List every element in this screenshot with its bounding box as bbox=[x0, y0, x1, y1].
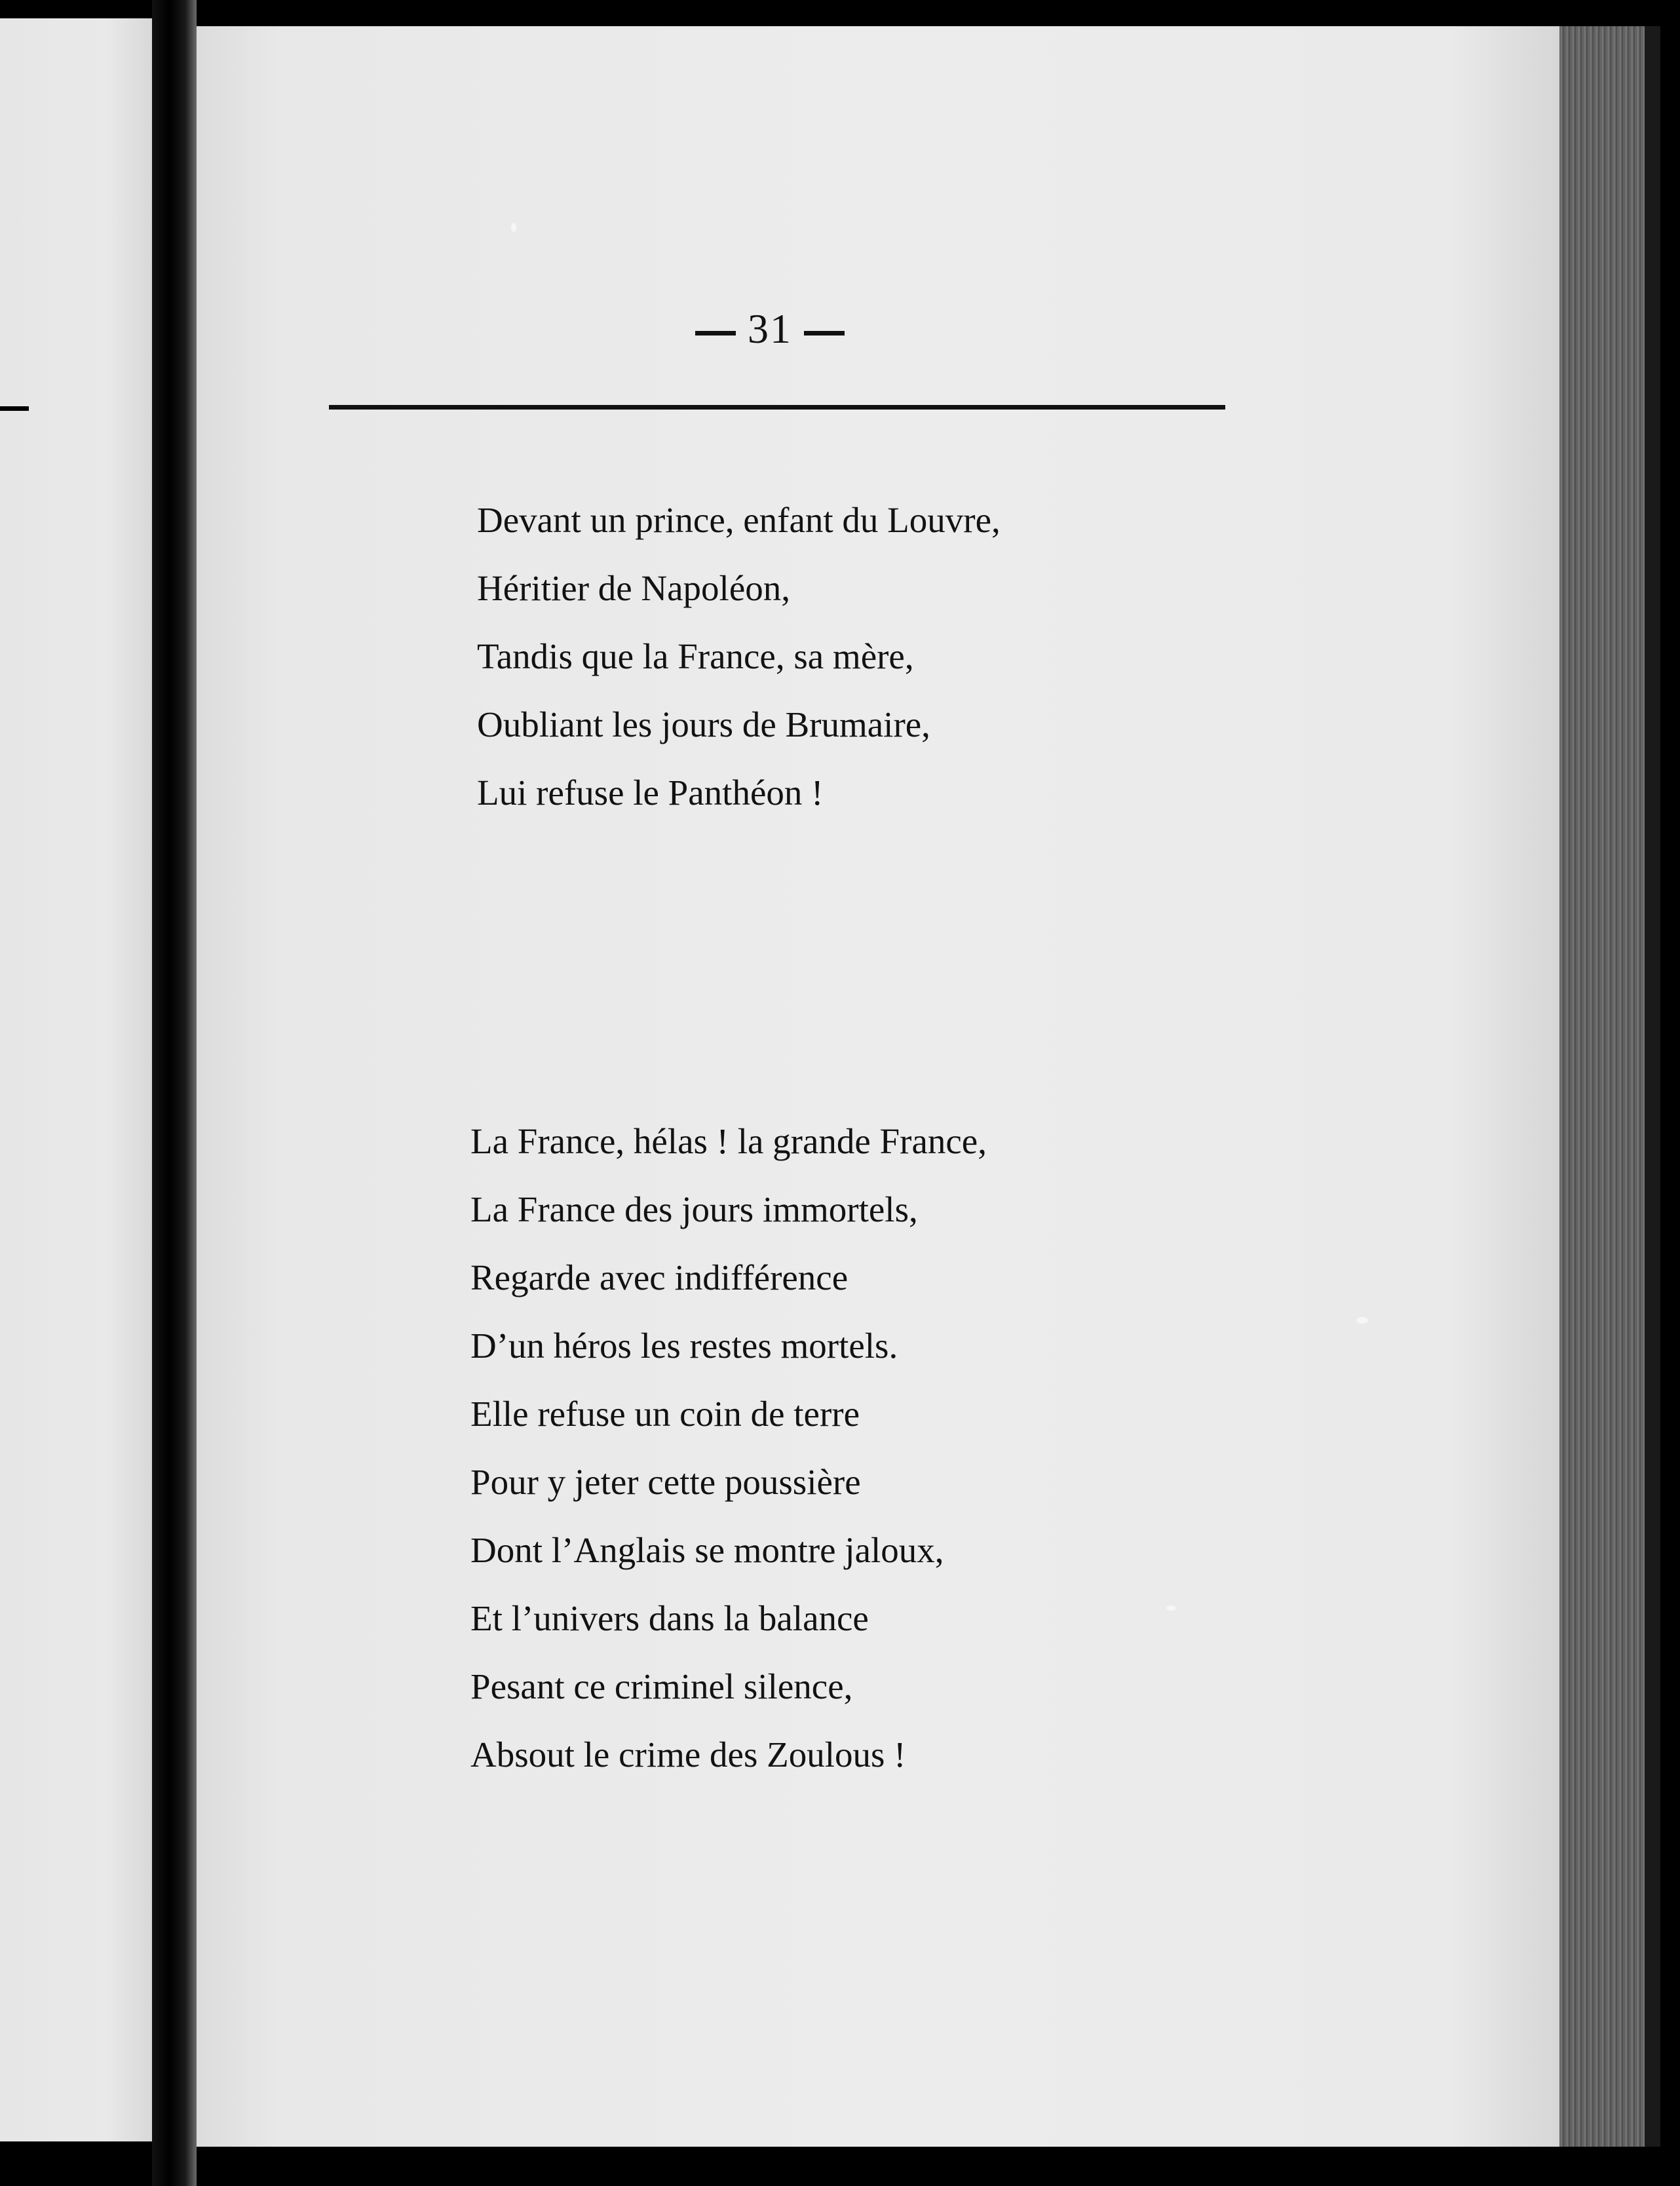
scan-speck bbox=[511, 223, 516, 232]
verse-line: Elle refuse un coin de terre bbox=[470, 1394, 860, 1434]
previous-page-rule bbox=[0, 406, 29, 411]
verse-line: Lui refuse le Panthéon ! bbox=[477, 773, 824, 813]
page-number-dash-right bbox=[804, 331, 845, 336]
verse-line: Et l’univers dans la balance bbox=[470, 1598, 869, 1638]
verse-line: D’un héros les restes mortels. bbox=[470, 1326, 898, 1366]
verse-line: Tandis que la France, sa mère, bbox=[477, 636, 914, 676]
page-edges bbox=[1559, 26, 1658, 2147]
stanza bbox=[470, 1107, 987, 1789]
previous-page-edge bbox=[0, 18, 152, 2141]
verse-line: Regarde avec indifférence bbox=[470, 1257, 849, 1297]
header-rule bbox=[329, 405, 1225, 410]
verse-line: Oubliant les jours de Brumaire, bbox=[477, 704, 930, 744]
page-edges-shadow bbox=[1645, 26, 1660, 2147]
verse-line: Héritier de Napoléon, bbox=[477, 568, 791, 608]
verse-line: Devant un prince, enfant du Louvre, bbox=[477, 500, 1001, 540]
scan-speck bbox=[1166, 1605, 1175, 1611]
verse-line: Absout le crime des Zoulous ! bbox=[470, 1735, 906, 1774]
scan-speck bbox=[1356, 1317, 1368, 1324]
verse-line: Pesant ce criminel silence, bbox=[470, 1666, 853, 1706]
book-gutter bbox=[152, 0, 197, 2186]
verse-line: Dont l’Anglais se montre jaloux, bbox=[470, 1530, 944, 1570]
page-number-dash-left bbox=[695, 331, 736, 336]
verse-line: Pour y jeter cette poussière bbox=[470, 1462, 861, 1502]
page-number bbox=[655, 305, 885, 352]
verse-line: La France des jours immortels, bbox=[470, 1189, 918, 1229]
stanza bbox=[477, 486, 1001, 827]
page-number-value: 31 bbox=[748, 305, 792, 352]
verse-line: La France, hélas ! la grande France, bbox=[470, 1121, 987, 1161]
